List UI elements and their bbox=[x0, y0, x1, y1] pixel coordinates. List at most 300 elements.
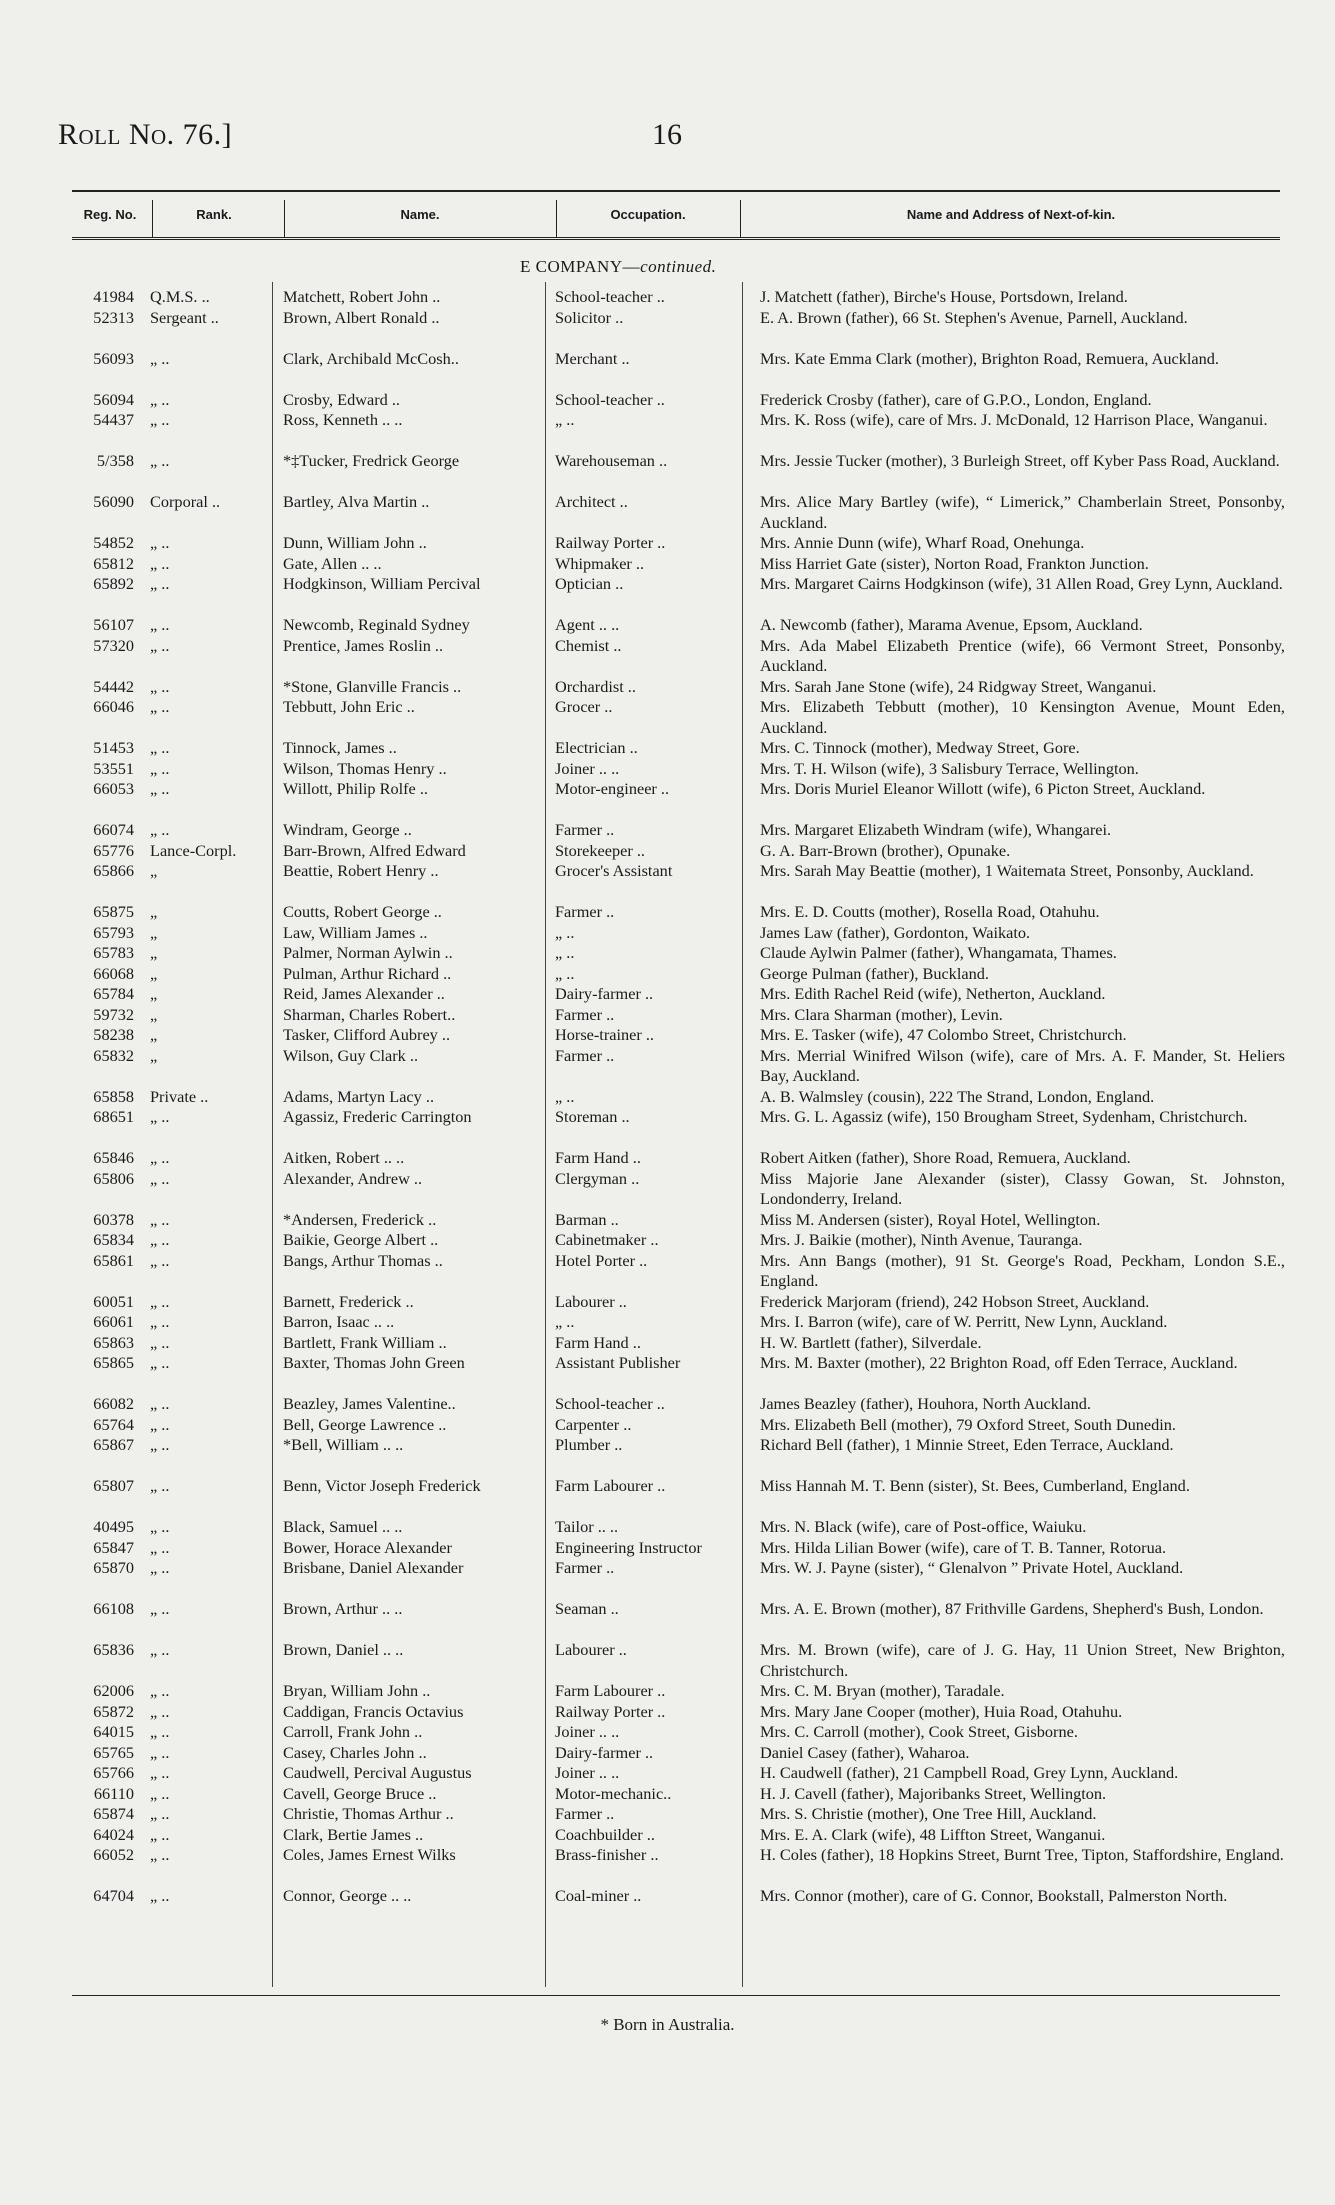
reg-number: 66053 bbox=[93, 779, 134, 798]
rank: „ .. bbox=[150, 1414, 170, 1434]
reg-number: 65858 bbox=[93, 1086, 134, 1106]
occupation: Cabinetmaker .. bbox=[555, 1230, 659, 1249]
rank: „ .. bbox=[150, 1209, 170, 1229]
rank: „ .. bbox=[150, 697, 170, 716]
next-of-kin: Mrs. K. Ross (wife), care of Mrs. J. McDonald, 12 Harrison Place, Wanganui. bbox=[760, 410, 1268, 429]
reg-number: 65812 bbox=[93, 553, 134, 573]
next-of-kin: Frederick Marjoram (friend), 242 Hobson Street, Auckland. bbox=[760, 1291, 1150, 1311]
occupation: Joiner .. .. bbox=[555, 1722, 620, 1741]
occupation: Whipmaker .. bbox=[555, 553, 645, 573]
rank: „ .. bbox=[150, 1537, 170, 1557]
occupation: Storekeeper .. bbox=[555, 840, 645, 860]
reg-number: 57320 bbox=[93, 635, 134, 655]
occupation: Farmer .. bbox=[555, 902, 615, 921]
reg-number: 68651 bbox=[93, 1107, 134, 1126]
occupation: Railway Porter .. bbox=[555, 1701, 666, 1721]
occupation: Farmer .. bbox=[555, 1558, 615, 1577]
soldier-name: Barnett, Frederick .. bbox=[283, 1291, 414, 1311]
rank: „ bbox=[150, 902, 158, 921]
rank: Lance-Corpl. bbox=[150, 840, 237, 860]
soldier-name: Wilson, Guy Clark .. bbox=[283, 1045, 419, 1065]
occupation: Farmer .. bbox=[555, 1804, 615, 1823]
reg-number: 66074 bbox=[93, 820, 134, 839]
rank: „ .. bbox=[150, 1435, 170, 1454]
footnote: * Born in Australia. bbox=[600, 2015, 735, 2034]
reg-number: 66052 bbox=[93, 1845, 134, 1864]
reg-number: 64704 bbox=[93, 1886, 134, 1905]
footer-rule bbox=[72, 1995, 1280, 1996]
occupation: Motor-mechanic.. bbox=[555, 1783, 672, 1803]
occupation: Horse-trainer .. bbox=[555, 1025, 654, 1044]
occupation: Tailor .. .. bbox=[555, 1517, 619, 1536]
column-header-kin: Name and Address of Next-of-kin. bbox=[906, 207, 1116, 222]
next-of-kin: J. Matchett (father), Birche's House, Portsdown, Ireland. bbox=[760, 287, 1128, 306]
occupation: Grocer's Assistant bbox=[555, 861, 673, 880]
occupation: Clergyman .. bbox=[555, 1168, 640, 1188]
next-of-kin: Mrs. J. Baikie (mother), Ninth Avenue, Tauranga. bbox=[760, 1230, 1083, 1249]
reg-number: 58238 bbox=[93, 1025, 134, 1044]
column-header-row bbox=[72, 190, 1280, 240]
soldier-name: Tinnock, James .. bbox=[283, 738, 397, 757]
rank: „ bbox=[150, 922, 158, 942]
soldier-name: Clark, Archibald McCosh.. bbox=[283, 348, 459, 368]
next-of-kin: Mrs. Elizabeth Tebbutt (mother), 10 Kensington Avenue, Mount Eden, Auckland. bbox=[760, 697, 1285, 737]
occupation: Farmer .. bbox=[555, 1045, 615, 1065]
soldier-name: Christie, Thomas Arthur .. bbox=[283, 1804, 454, 1823]
occupation: Farm Hand .. bbox=[555, 1332, 641, 1352]
soldier-name: Tebbutt, John Eric .. bbox=[283, 697, 415, 716]
column-header-rank: Rank. bbox=[196, 207, 232, 222]
reg-number: 65875 bbox=[93, 902, 134, 921]
next-of-kin: Mrs. C. M. Bryan (mother), Taradale. bbox=[760, 1681, 1005, 1700]
rank: „ .. bbox=[150, 1640, 170, 1659]
reg-number: 54437 bbox=[93, 410, 134, 429]
soldier-name: Matchett, Robert John .. bbox=[283, 287, 441, 306]
reg-number: 64024 bbox=[93, 1824, 134, 1844]
occupation: Coal-miner .. bbox=[555, 1886, 642, 1905]
occupation: School-teacher .. bbox=[555, 1394, 665, 1413]
next-of-kin: Mrs. C. Tinnock (mother), Medway Street, Gore. bbox=[760, 738, 1080, 757]
soldier-name: Clark, Bertie James .. bbox=[283, 1824, 424, 1844]
occupation: „ .. bbox=[555, 963, 575, 983]
rank: „ .. bbox=[150, 1517, 170, 1536]
reg-number: 65874 bbox=[93, 1804, 134, 1823]
rank: „ .. bbox=[150, 1312, 170, 1331]
rank: „ bbox=[150, 1025, 158, 1044]
next-of-kin: Mrs. T. H. Wilson (wife), 3 Salisbury Terrace, Wellington. bbox=[760, 758, 1139, 778]
next-of-kin: Mrs. Sarah May Beattie (mother), 1 Waitemata Street, Ponsonby, Auckland. bbox=[760, 861, 1254, 880]
soldier-name: Black, Samuel .. .. bbox=[283, 1517, 403, 1536]
reg-number: 56093 bbox=[93, 348, 134, 368]
column-rule-kin bbox=[742, 282, 743, 1987]
rank: „ .. bbox=[150, 1681, 170, 1700]
soldier-name: Coutts, Robert George .. bbox=[283, 902, 442, 921]
soldier-name: Sharman, Charles Robert.. bbox=[283, 1004, 456, 1024]
rank: „ .. bbox=[150, 1476, 170, 1495]
next-of-kin: Mrs. Annie Dunn (wife), Wharf Road, Onehunga. bbox=[760, 533, 1085, 552]
rank: „ .. bbox=[150, 1886, 170, 1905]
column-rule-name bbox=[272, 282, 273, 1987]
rank: „ .. bbox=[150, 533, 170, 552]
soldier-name: Barron, Isaac .. .. bbox=[283, 1312, 395, 1331]
next-of-kin: Richard Bell (father), 1 Minnie Street, Eden Terrace, Auckland. bbox=[760, 1435, 1174, 1454]
soldier-name: *‡Tucker, Fredrick George bbox=[283, 451, 460, 470]
next-of-kin: Daniel Casey (father), Waharoa. bbox=[760, 1742, 970, 1762]
occupation: Farm Hand .. bbox=[555, 1148, 641, 1167]
occupation: Grocer .. bbox=[555, 697, 613, 716]
reg-number: 65866 bbox=[93, 861, 134, 880]
rank: „ .. bbox=[150, 615, 170, 634]
next-of-kin: Mrs. E. A. Clark (wife), 48 Liffton Street, Wanganui. bbox=[760, 1824, 1106, 1844]
soldier-name: Brown, Albert Ronald .. bbox=[283, 307, 440, 327]
soldier-name: Bartley, Alva Martin .. bbox=[283, 492, 430, 511]
occupation: Orchardist .. bbox=[555, 676, 636, 696]
next-of-kin: Miss M. Andersen (sister), Royal Hotel, Wellington. bbox=[760, 1209, 1101, 1229]
next-of-kin: Mrs. Mary Jane Cooper (mother), Huia Road, Otahuhu. bbox=[760, 1701, 1123, 1721]
reg-number: 56107 bbox=[93, 615, 134, 634]
reg-number: 65892 bbox=[93, 574, 134, 593]
soldier-name: Prentice, James Roslin .. bbox=[283, 635, 444, 655]
next-of-kin: Mrs. M. Brown (wife), care of J. G. Hay, 11 Union Street, New Brighton, Christchurch. bbox=[760, 1640, 1285, 1680]
rank: „ bbox=[150, 1045, 158, 1065]
reg-number: 65776 bbox=[93, 840, 134, 860]
soldier-name: Ross, Kenneth .. .. bbox=[283, 410, 403, 429]
soldier-name: Bryan, William John .. bbox=[283, 1681, 431, 1700]
reg-number: 66046 bbox=[93, 697, 134, 716]
occupation: Agent .. .. bbox=[555, 615, 620, 634]
rank: „ .. bbox=[150, 779, 170, 798]
rank: „ .. bbox=[150, 676, 170, 696]
occupation: Solicitor .. bbox=[555, 307, 624, 327]
next-of-kin: H. Caudwell (father), 21 Campbell Road, Grey Lynn, Auckland. bbox=[760, 1763, 1179, 1782]
next-of-kin: Mrs. I. Barron (wife), care of W. Perritt, New Lynn, Auckland. bbox=[760, 1312, 1168, 1331]
reg-number: 65834 bbox=[93, 1230, 134, 1249]
rank: „ bbox=[150, 984, 158, 1003]
rank: „ .. bbox=[150, 1804, 170, 1823]
next-of-kin: A. B. Walmsley (cousin), 222 The Strand, London, England. bbox=[760, 1086, 1155, 1106]
rank: „ .. bbox=[150, 1845, 170, 1864]
soldier-name: Bell, George Lawrence .. bbox=[283, 1414, 447, 1434]
soldier-name: Tasker, Clifford Aubrey .. bbox=[283, 1025, 451, 1044]
reg-number: 66061 bbox=[93, 1312, 134, 1331]
next-of-kin: Mrs. Edith Rachel Reid (wife), Netherton, Auckland. bbox=[760, 984, 1106, 1003]
soldier-name: Dunn, William John .. bbox=[283, 533, 427, 552]
reg-number: 51453 bbox=[93, 738, 134, 757]
reg-number: 5/358 bbox=[96, 451, 134, 470]
soldier-name: Reid, James Alexander .. bbox=[283, 984, 445, 1003]
reg-number: 65806 bbox=[93, 1168, 134, 1188]
occupation: Merchant .. bbox=[555, 348, 630, 368]
occupation: „ .. bbox=[555, 922, 575, 942]
next-of-kin: Mrs. Doris Muriel Eleanor Willott (wife), 6 Picton Street, Auckland. bbox=[760, 779, 1206, 798]
reg-number: 66110 bbox=[93, 1783, 134, 1803]
reg-number: 54442 bbox=[93, 676, 134, 696]
rank: „ .. bbox=[150, 1353, 170, 1372]
reg-number: 60051 bbox=[93, 1291, 134, 1311]
occupation: Farm Labourer .. bbox=[555, 1681, 666, 1700]
soldier-name: Newcomb, Reginald Sydney bbox=[283, 615, 470, 634]
company-name: E COMPANY— bbox=[520, 257, 641, 276]
next-of-kin: George Pulman (father), Buckland. bbox=[760, 963, 989, 983]
next-of-kin: H. J. Cavell (father), Majoribanks Street, Wellington. bbox=[760, 1783, 1107, 1803]
next-of-kin: Mrs. W. J. Payne (sister), “ Glenalvon ” Private Hotel, Auckland. bbox=[760, 1558, 1184, 1577]
rank: „ .. bbox=[150, 1107, 170, 1126]
occupation: Dairy-farmer .. bbox=[555, 1742, 654, 1762]
rank: „ .. bbox=[150, 1742, 170, 1762]
reg-number: 65764 bbox=[93, 1414, 134, 1434]
rank: „ .. bbox=[150, 553, 170, 573]
rank: „ .. bbox=[150, 1783, 170, 1803]
column-header-occupation: Occupation. bbox=[610, 207, 686, 222]
occupation: „ .. bbox=[555, 410, 575, 429]
next-of-kin: Mrs. Margaret Cairns Hodgkinson (wife), 31 Allen Road, Grey Lynn, Auckland. bbox=[760, 574, 1283, 593]
soldier-name: Agassiz, Frederic Carrington bbox=[283, 1107, 472, 1126]
rank: „ .. bbox=[150, 348, 170, 368]
occupation: Brass-finisher .. bbox=[555, 1845, 659, 1864]
reg-number: 65765 bbox=[93, 1742, 134, 1762]
occupation: Labourer .. bbox=[555, 1640, 627, 1659]
column-rule-occupation bbox=[545, 282, 546, 1987]
soldier-name: Willott, Philip Rolfe .. bbox=[283, 779, 428, 798]
occupation: Electrician .. bbox=[555, 738, 638, 757]
next-of-kin: Mrs. Elizabeth Bell (mother), 79 Oxford Street, South Dunedin. bbox=[760, 1414, 1176, 1434]
next-of-kin: Mrs. Margaret Elizabeth Windram (wife), Whangarei. bbox=[760, 820, 1112, 839]
soldier-name: Baikie, George Albert .. bbox=[283, 1230, 439, 1249]
rank: Private .. bbox=[150, 1086, 209, 1106]
next-of-kin: A. Newcomb (father), Marama Avenue, Epsom, Auckland. bbox=[760, 615, 1143, 634]
rank: „ .. bbox=[150, 389, 170, 409]
reg-number: 53551 bbox=[93, 758, 134, 778]
next-of-kin: Mrs. S. Christie (mother), One Tree Hill, Auckland. bbox=[760, 1804, 1097, 1823]
soldier-name: Carroll, Frank John .. bbox=[283, 1722, 423, 1741]
occupation: Joiner .. .. bbox=[555, 758, 620, 778]
occupation: Seaman .. bbox=[555, 1599, 619, 1618]
occupation: Optician .. bbox=[555, 574, 624, 593]
rank: „ .. bbox=[150, 635, 170, 655]
next-of-kin: Mrs. Sarah Jane Stone (wife), 24 Ridgway Street, Wanganui. bbox=[760, 676, 1157, 696]
rank: „ .. bbox=[150, 1722, 170, 1741]
next-of-kin: James Law (father), Gordonton, Waikato. bbox=[760, 922, 1031, 942]
soldier-name: Aitken, Robert .. .. bbox=[283, 1148, 405, 1167]
occupation: Coachbuilder .. bbox=[555, 1824, 655, 1844]
occupation: Motor-engineer .. bbox=[555, 779, 670, 798]
occupation: „ .. bbox=[555, 1086, 575, 1106]
reg-number: 66082 bbox=[93, 1394, 134, 1413]
occupation: School-teacher .. bbox=[555, 389, 665, 409]
next-of-kin: Mrs. Ann Bangs (mother), 91 St. George's Road, Peckham, London S.E., England. bbox=[760, 1250, 1285, 1290]
occupation: „ .. bbox=[555, 943, 575, 962]
soldier-name: Wilson, Thomas Henry .. bbox=[283, 758, 447, 778]
reg-number: 54852 bbox=[93, 533, 134, 552]
next-of-kin: Mrs. Connor (mother), care of G. Connor, Bookstall, Palmerston North. bbox=[760, 1886, 1228, 1905]
next-of-kin: H. Coles (father), 18 Hopkins Street, Burnt Tree, Tipton, Staffordshire, England. bbox=[760, 1845, 1284, 1864]
rank: „ .. bbox=[150, 738, 170, 757]
next-of-kin: Mrs. Clara Sharman (mother), Levin. bbox=[760, 1004, 1003, 1024]
soldier-name: Bower, Horace Alexander bbox=[283, 1537, 452, 1557]
next-of-kin: Frederick Crosby (father), care of G.P.O., London, England. bbox=[760, 389, 1152, 409]
next-of-kin: Mrs. E. Tasker (wife), 47 Colombo Street, Christchurch. bbox=[760, 1025, 1127, 1044]
reg-number: 65870 bbox=[93, 1558, 134, 1577]
rank: „ bbox=[150, 943, 158, 962]
column-header-name: Name. bbox=[400, 207, 440, 222]
rank: „ .. bbox=[150, 1394, 170, 1413]
occupation: Engineering Instructor bbox=[555, 1537, 702, 1557]
reg-number: 65836 bbox=[93, 1640, 134, 1659]
rank: „ .. bbox=[150, 1824, 170, 1844]
rank: „ .. bbox=[150, 1558, 170, 1577]
soldier-name: Brown, Arthur .. .. bbox=[283, 1599, 403, 1618]
rank: „ .. bbox=[150, 574, 170, 593]
soldier-name: Baxter, Thomas John Green bbox=[283, 1353, 465, 1372]
soldier-name: Windram, George .. bbox=[283, 820, 412, 839]
reg-number: 56090 bbox=[93, 492, 134, 511]
rank: „ .. bbox=[150, 410, 170, 429]
soldier-name: Benn, Victor Joseph Frederick bbox=[283, 1476, 481, 1495]
soldier-name: Barr-Brown, Alfred Edward bbox=[283, 840, 466, 860]
soldier-name: Brisbane, Daniel Alexander bbox=[283, 1558, 464, 1577]
soldier-name: Gate, Allen .. .. bbox=[283, 553, 382, 573]
roll-number: Roll No. 76.] bbox=[58, 118, 233, 151]
reg-number: 65872 bbox=[93, 1701, 134, 1721]
occupation: Farmer .. bbox=[555, 1004, 615, 1024]
next-of-kin: Mrs. Alice Mary Bartley (wife), “ Limerick,” Chamberlain Street, Ponsonby, Auckland. bbox=[760, 492, 1285, 532]
soldier-name: *Stone, Glanville Francis .. bbox=[283, 676, 462, 696]
rank: „ .. bbox=[150, 1148, 170, 1167]
next-of-kin: Mrs. Kate Emma Clark (mother), Brighton Road, Remuera, Auckland. bbox=[760, 348, 1219, 368]
reg-number: 40495 bbox=[93, 1517, 134, 1536]
soldier-name: *Andersen, Frederick .. bbox=[283, 1209, 437, 1229]
occupation: Farmer .. bbox=[555, 820, 615, 839]
soldier-name: Beazley, James Valentine.. bbox=[283, 1394, 456, 1413]
reg-number: 65832 bbox=[93, 1045, 134, 1065]
soldier-name: Alexander, Andrew .. bbox=[283, 1168, 423, 1188]
page-header bbox=[0, 118, 1335, 168]
company-continued: continued. bbox=[640, 257, 717, 276]
reg-number: 65847 bbox=[93, 1537, 134, 1557]
next-of-kin: H. W. Bartlett (father), Silverdale. bbox=[760, 1332, 982, 1352]
occupation: Labourer .. bbox=[555, 1291, 627, 1311]
reg-number: 66108 bbox=[93, 1599, 134, 1618]
rank: „ .. bbox=[150, 1332, 170, 1352]
next-of-kin: Miss Majorie Jane Alexander (sister), Classy Gowan, St. Johnston, Londonderry, Ireland. bbox=[760, 1168, 1285, 1208]
occupation: Dairy-farmer .. bbox=[555, 984, 654, 1003]
soldier-name: Hodgkinson, William Percival bbox=[283, 574, 481, 593]
page-number: 16 bbox=[652, 118, 682, 151]
rank: „ .. bbox=[150, 1250, 170, 1270]
reg-number: 60378 bbox=[93, 1209, 134, 1229]
soldier-name: Connor, George .. .. bbox=[283, 1886, 412, 1905]
next-of-kin: Mrs. N. Black (wife), care of Post-office, Waiuku. bbox=[760, 1517, 1087, 1536]
next-of-kin: Robert Aitken (father), Shore Road, Remuera, Auckland. bbox=[760, 1148, 1131, 1167]
reg-number: 65793 bbox=[93, 922, 134, 942]
next-of-kin: E. A. Brown (father), 66 St. Stephen's Avenue, Parnell, Auckland. bbox=[760, 307, 1188, 327]
soldier-name: Coles, James Ernest Wilks bbox=[283, 1845, 456, 1864]
rank: „ .. bbox=[150, 1701, 170, 1721]
next-of-kin: G. A. Barr-Brown (brother), Opunake. bbox=[760, 840, 1011, 860]
next-of-kin: Mrs. Ada Mabel Elizabeth Prentice (wife), 66 Vermont Street, Ponsonby, Auckland. bbox=[760, 635, 1285, 675]
next-of-kin: Mrs. Jessie Tucker (mother), 3 Burleigh Street, off Kyber Pass Road, Auckland. bbox=[760, 451, 1280, 470]
occupation: Warehouseman .. bbox=[555, 451, 668, 470]
soldier-name: Bangs, Arthur Thomas .. bbox=[283, 1250, 443, 1270]
soldier-name: Pulman, Arthur Richard .. bbox=[283, 963, 452, 983]
rank: „ .. bbox=[150, 820, 170, 839]
soldier-name: *Bell, William .. .. bbox=[283, 1435, 404, 1454]
rank: „ .. bbox=[150, 1168, 170, 1188]
next-of-kin: Mrs. M. Baxter (mother), 22 Brighton Road, off Eden Terrace, Auckland. bbox=[760, 1353, 1238, 1372]
reg-number: 65807 bbox=[93, 1476, 134, 1495]
soldier-name: Caudwell, Percival Augustus bbox=[283, 1763, 472, 1782]
reg-number: 65865 bbox=[93, 1353, 134, 1372]
occupation: School-teacher .. bbox=[555, 287, 665, 306]
rank: „ .. bbox=[150, 451, 170, 470]
reg-number: 52313 bbox=[93, 307, 134, 327]
company-heading bbox=[520, 257, 820, 277]
rank: „ .. bbox=[150, 1291, 170, 1311]
soldier-name: Crosby, Edward .. bbox=[283, 389, 400, 409]
reg-number: 65783 bbox=[93, 943, 134, 962]
occupation: Carpenter .. bbox=[555, 1414, 632, 1434]
occupation: Barman .. bbox=[555, 1209, 619, 1229]
rank: „ .. bbox=[150, 1763, 170, 1782]
reg-number: 64015 bbox=[93, 1722, 134, 1741]
reg-number: 65867 bbox=[93, 1435, 134, 1454]
reg-number: 62006 bbox=[93, 1681, 134, 1700]
rank: „ .. bbox=[150, 1599, 170, 1618]
occupation: Railway Porter .. bbox=[555, 533, 666, 552]
reg-number: 65766 bbox=[93, 1763, 134, 1782]
next-of-kin: James Beazley (father), Houhora, North Auckland. bbox=[760, 1394, 1091, 1413]
reg-number: 56094 bbox=[93, 389, 134, 409]
next-of-kin: Miss Harriet Gate (sister), Norton Road, Frankton Junction. bbox=[760, 553, 1149, 573]
soldier-name: Law, William James .. bbox=[283, 922, 428, 942]
rank: „ bbox=[150, 861, 158, 880]
rank: „ .. bbox=[150, 1230, 170, 1249]
reg-number: 66068 bbox=[93, 963, 134, 983]
soldier-name: Bartlett, Frank William .. bbox=[283, 1332, 447, 1352]
column-header-reg: Reg. No. bbox=[83, 207, 137, 222]
reg-number: 65784 bbox=[93, 984, 134, 1003]
rank: „ bbox=[150, 1004, 158, 1024]
occupation: Plumber .. bbox=[555, 1435, 623, 1454]
soldier-name: Cavell, George Bruce .. bbox=[283, 1783, 437, 1803]
rank: „ .. bbox=[150, 758, 170, 778]
soldier-name: Palmer, Norman Aylwin .. bbox=[283, 943, 453, 962]
next-of-kin: Miss Hannah M. T. Benn (sister), St. Bees, Cumberland, England. bbox=[760, 1476, 1190, 1495]
reg-number: 65863 bbox=[93, 1332, 134, 1352]
soldier-name: Caddigan, Francis Octavius bbox=[283, 1701, 464, 1721]
soldier-name: Adams, Martyn Lacy .. bbox=[283, 1086, 435, 1106]
occupation: Farm Labourer .. bbox=[555, 1476, 666, 1495]
reg-number: 41984 bbox=[93, 287, 134, 306]
next-of-kin: Mrs. G. L. Agassiz (wife), 150 Brougham Street, Sydenham, Christchurch. bbox=[760, 1107, 1248, 1126]
occupation: Architect .. bbox=[555, 492, 628, 511]
next-of-kin: Mrs. E. D. Coutts (mother), Rosella Road, Otahuhu. bbox=[760, 902, 1100, 921]
reg-number: 65846 bbox=[93, 1148, 134, 1167]
rank: Corporal .. bbox=[150, 492, 221, 511]
soldier-name: Brown, Daniel .. .. bbox=[283, 1640, 404, 1659]
rank: Q.M.S. .. bbox=[150, 287, 210, 306]
next-of-kin: Mrs. Merrial Winifred Wilson (wife), care of Mrs. A. F. Mander, St. Heliers Bay, Auckland. bbox=[760, 1045, 1285, 1085]
occupation: Storeman .. bbox=[555, 1107, 630, 1126]
next-of-kin: Mrs. C. Carroll (mother), Cook Street, Gisborne. bbox=[760, 1722, 1078, 1741]
next-of-kin: Mrs. A. E. Brown (mother), 87 Frithville Gardens, Shepherd's Bush, London. bbox=[760, 1599, 1264, 1618]
next-of-kin: Mrs. Hilda Lilian Bower (wife), care of T. B. Tanner, Rotorua. bbox=[760, 1537, 1167, 1557]
reg-number: 65861 bbox=[93, 1250, 134, 1270]
rank: „ bbox=[150, 963, 158, 983]
occupation: Assistant Publisher bbox=[555, 1353, 681, 1372]
occupation: Chemist .. bbox=[555, 635, 622, 655]
occupation: Joiner .. .. bbox=[555, 1763, 620, 1782]
